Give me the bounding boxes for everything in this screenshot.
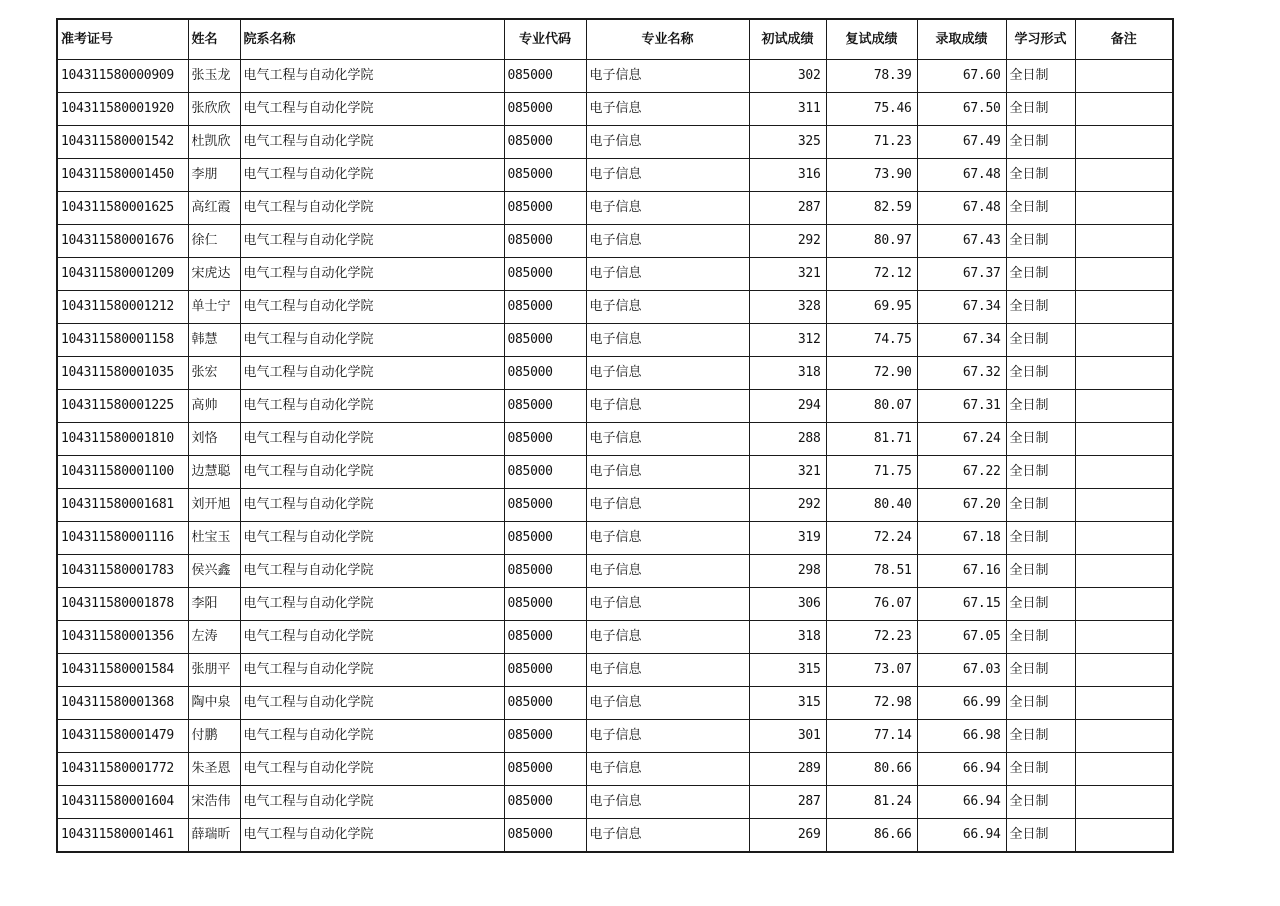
study-mode-cell: 全日制	[1006, 555, 1075, 588]
admission-score-cell: 67.50	[917, 93, 1006, 126]
name-cell: 陶中泉	[188, 687, 240, 720]
retest-score-cell: 81.24	[826, 786, 917, 819]
exam-id-cell: 104311580001584	[57, 654, 188, 687]
remarks-cell	[1075, 654, 1173, 687]
department-cell: 电气工程与自动化学院	[240, 456, 504, 489]
initial-score-cell: 315	[749, 654, 826, 687]
retest-score-cell: 81.71	[826, 423, 917, 456]
major-code-cell: 085000	[504, 654, 586, 687]
department-cell: 电气工程与自动化学院	[240, 687, 504, 720]
exam-id-cell: 104311580001212	[57, 291, 188, 324]
name-cell: 侯兴鑫	[188, 555, 240, 588]
exam-id-cell: 104311580001681	[57, 489, 188, 522]
remarks-cell	[1075, 159, 1173, 192]
name-cell: 薛瑞昕	[188, 819, 240, 853]
remarks-cell	[1075, 93, 1173, 126]
initial-score-cell: 298	[749, 555, 826, 588]
retest-score-cell: 72.98	[826, 687, 917, 720]
exam-id-cell: 104311580001209	[57, 258, 188, 291]
retest-score-cell: 78.51	[826, 555, 917, 588]
remarks-cell	[1075, 687, 1173, 720]
table-row	[57, 588, 1173, 621]
major-name-cell: 电子信息	[586, 324, 749, 357]
name-cell: 高红霞	[188, 192, 240, 225]
header-department: 院系名称	[240, 19, 504, 60]
admission-score-cell: 66.99	[917, 687, 1006, 720]
major-name-cell: 电子信息	[586, 456, 749, 489]
name-cell: 朱圣恩	[188, 753, 240, 786]
initial-score-cell: 312	[749, 324, 826, 357]
admission-score-cell: 67.43	[917, 225, 1006, 258]
name-cell: 边慧聪	[188, 456, 240, 489]
study-mode-cell: 全日制	[1006, 753, 1075, 786]
major-name-cell: 电子信息	[586, 192, 749, 225]
exam-id-cell: 104311580001604	[57, 786, 188, 819]
major-code-cell: 085000	[504, 753, 586, 786]
department-cell: 电气工程与自动化学院	[240, 60, 504, 93]
major-code-cell: 085000	[504, 60, 586, 93]
admission-score-cell: 66.94	[917, 786, 1006, 819]
retest-score-cell: 74.75	[826, 324, 917, 357]
retest-score-cell: 72.90	[826, 357, 917, 390]
header-name: 姓名	[188, 19, 240, 60]
admission-score-cell: 67.15	[917, 588, 1006, 621]
major-name-cell: 电子信息	[586, 159, 749, 192]
study-mode-cell: 全日制	[1006, 126, 1075, 159]
major-name-cell: 电子信息	[586, 654, 749, 687]
study-mode-cell: 全日制	[1006, 489, 1075, 522]
major-name-cell: 电子信息	[586, 819, 749, 853]
major-name-cell: 电子信息	[586, 225, 749, 258]
major-name-cell: 电子信息	[586, 720, 749, 753]
retest-score-cell: 78.39	[826, 60, 917, 93]
exam-id-cell: 104311580001810	[57, 423, 188, 456]
initial-score-cell: 315	[749, 687, 826, 720]
study-mode-cell: 全日制	[1006, 423, 1075, 456]
major-name-cell: 电子信息	[586, 489, 749, 522]
department-cell: 电气工程与自动化学院	[240, 654, 504, 687]
table-row	[57, 621, 1173, 654]
exam-id-cell: 104311580001035	[57, 357, 188, 390]
major-name-cell: 电子信息	[586, 522, 749, 555]
department-cell: 电气工程与自动化学院	[240, 753, 504, 786]
major-code-cell: 085000	[504, 93, 586, 126]
header-initial-score: 初试成绩	[749, 19, 826, 60]
retest-score-cell: 69.95	[826, 291, 917, 324]
header-major-name: 专业名称	[586, 19, 749, 60]
initial-score-cell: 269	[749, 819, 826, 853]
study-mode-cell: 全日制	[1006, 786, 1075, 819]
department-cell: 电气工程与自动化学院	[240, 786, 504, 819]
major-name-cell: 电子信息	[586, 258, 749, 291]
remarks-cell	[1075, 423, 1173, 456]
admission-score-cell: 66.94	[917, 753, 1006, 786]
table-row	[57, 93, 1173, 126]
major-name-cell: 电子信息	[586, 687, 749, 720]
retest-score-cell: 77.14	[826, 720, 917, 753]
major-name-cell: 电子信息	[586, 753, 749, 786]
initial-score-cell: 318	[749, 621, 826, 654]
initial-score-cell: 319	[749, 522, 826, 555]
major-code-cell: 085000	[504, 720, 586, 753]
department-cell: 电气工程与自动化学院	[240, 720, 504, 753]
table-row	[57, 423, 1173, 456]
initial-score-cell: 311	[749, 93, 826, 126]
study-mode-cell: 全日制	[1006, 687, 1075, 720]
initial-score-cell: 301	[749, 720, 826, 753]
name-cell: 单士宁	[188, 291, 240, 324]
major-code-cell: 085000	[504, 258, 586, 291]
remarks-cell	[1075, 192, 1173, 225]
study-mode-cell: 全日制	[1006, 192, 1075, 225]
department-cell: 电气工程与自动化学院	[240, 93, 504, 126]
header-admission-score: 录取成绩	[917, 19, 1006, 60]
initial-score-cell: 318	[749, 357, 826, 390]
retest-score-cell: 80.40	[826, 489, 917, 522]
admission-score-cell: 67.24	[917, 423, 1006, 456]
retest-score-cell: 82.59	[826, 192, 917, 225]
admission-score-cell: 67.20	[917, 489, 1006, 522]
exam-id-cell: 104311580001772	[57, 753, 188, 786]
major-code-cell: 085000	[504, 357, 586, 390]
table-row	[57, 555, 1173, 588]
exam-id-cell: 104311580001100	[57, 456, 188, 489]
initial-score-cell: 325	[749, 126, 826, 159]
name-cell: 李阳	[188, 588, 240, 621]
exam-id-cell: 104311580001878	[57, 588, 188, 621]
major-code-cell: 085000	[504, 324, 586, 357]
name-cell: 徐仁	[188, 225, 240, 258]
table-row	[57, 258, 1173, 291]
name-cell: 张朋平	[188, 654, 240, 687]
department-cell: 电气工程与自动化学院	[240, 126, 504, 159]
major-name-cell: 电子信息	[586, 588, 749, 621]
table-row	[57, 126, 1173, 159]
major-code-cell: 085000	[504, 555, 586, 588]
name-cell: 刘恪	[188, 423, 240, 456]
retest-score-cell: 71.75	[826, 456, 917, 489]
study-mode-cell: 全日制	[1006, 456, 1075, 489]
major-code-cell: 085000	[504, 291, 586, 324]
department-cell: 电气工程与自动化学院	[240, 423, 504, 456]
major-name-cell: 电子信息	[586, 291, 749, 324]
exam-id-cell: 104311580001783	[57, 555, 188, 588]
name-cell: 韩慧	[188, 324, 240, 357]
major-name-cell: 电子信息	[586, 60, 749, 93]
admission-score-cell: 67.34	[917, 324, 1006, 357]
exam-id-cell: 104311580001158	[57, 324, 188, 357]
study-mode-cell: 全日制	[1006, 588, 1075, 621]
admission-score-cell: 67.49	[917, 126, 1006, 159]
department-cell: 电气工程与自动化学院	[240, 357, 504, 390]
table-row	[57, 753, 1173, 786]
exam-id-cell: 104311580001479	[57, 720, 188, 753]
major-code-cell: 085000	[504, 687, 586, 720]
table-row	[57, 324, 1173, 357]
department-cell: 电气工程与自动化学院	[240, 489, 504, 522]
header-retest-score: 复试成绩	[826, 19, 917, 60]
remarks-cell	[1075, 786, 1173, 819]
department-cell: 电气工程与自动化学院	[240, 225, 504, 258]
admission-score-cell: 67.34	[917, 291, 1006, 324]
study-mode-cell: 全日制	[1006, 357, 1075, 390]
major-code-cell: 085000	[504, 159, 586, 192]
table-body	[57, 60, 1173, 853]
name-cell: 宋浩伟	[188, 786, 240, 819]
exam-id-cell: 104311580001368	[57, 687, 188, 720]
table-row	[57, 654, 1173, 687]
study-mode-cell: 全日制	[1006, 654, 1075, 687]
remarks-cell	[1075, 720, 1173, 753]
department-cell: 电气工程与自动化学院	[240, 291, 504, 324]
admission-score-cell: 67.31	[917, 390, 1006, 423]
exam-id-cell: 104311580001116	[57, 522, 188, 555]
department-cell: 电气工程与自动化学院	[240, 192, 504, 225]
admission-score-cell: 67.48	[917, 159, 1006, 192]
header-study-mode: 学习形式	[1006, 19, 1075, 60]
table-row	[57, 786, 1173, 819]
remarks-cell	[1075, 126, 1173, 159]
retest-score-cell: 72.12	[826, 258, 917, 291]
table-row	[57, 225, 1173, 258]
retest-score-cell: 72.24	[826, 522, 917, 555]
exam-id-cell: 104311580001542	[57, 126, 188, 159]
exam-id-cell: 104311580001356	[57, 621, 188, 654]
remarks-cell	[1075, 621, 1173, 654]
department-cell: 电气工程与自动化学院	[240, 159, 504, 192]
admission-score-cell: 67.37	[917, 258, 1006, 291]
initial-score-cell: 328	[749, 291, 826, 324]
department-cell: 电气工程与自动化学院	[240, 258, 504, 291]
retest-score-cell: 75.46	[826, 93, 917, 126]
study-mode-cell: 全日制	[1006, 390, 1075, 423]
study-mode-cell: 全日制	[1006, 60, 1075, 93]
study-mode-cell: 全日制	[1006, 522, 1075, 555]
retest-score-cell: 76.07	[826, 588, 917, 621]
study-mode-cell: 全日制	[1006, 324, 1075, 357]
name-cell: 刘开旭	[188, 489, 240, 522]
table-row	[57, 192, 1173, 225]
table-row	[57, 60, 1173, 93]
retest-score-cell: 73.07	[826, 654, 917, 687]
table-row	[57, 489, 1173, 522]
study-mode-cell: 全日制	[1006, 159, 1075, 192]
header-exam-id: 准考证号	[57, 19, 188, 60]
remarks-cell	[1075, 588, 1173, 621]
remarks-cell	[1075, 258, 1173, 291]
department-cell: 电气工程与自动化学院	[240, 621, 504, 654]
major-code-cell: 085000	[504, 522, 586, 555]
name-cell: 左涛	[188, 621, 240, 654]
major-code-cell: 085000	[504, 390, 586, 423]
major-code-cell: 085000	[504, 225, 586, 258]
initial-score-cell: 288	[749, 423, 826, 456]
initial-score-cell: 292	[749, 489, 826, 522]
major-name-cell: 电子信息	[586, 93, 749, 126]
admission-score-cell: 67.16	[917, 555, 1006, 588]
major-code-cell: 085000	[504, 588, 586, 621]
admission-score-cell: 66.94	[917, 819, 1006, 853]
major-name-cell: 电子信息	[586, 357, 749, 390]
remarks-cell	[1075, 456, 1173, 489]
major-name-cell: 电子信息	[586, 423, 749, 456]
department-cell: 电气工程与自动化学院	[240, 390, 504, 423]
table-row	[57, 390, 1173, 423]
header-remarks: 备注	[1075, 19, 1173, 60]
exam-id-cell: 104311580001625	[57, 192, 188, 225]
major-code-cell: 085000	[504, 192, 586, 225]
major-code-cell: 085000	[504, 621, 586, 654]
retest-score-cell: 86.66	[826, 819, 917, 853]
name-cell: 宋虎达	[188, 258, 240, 291]
department-cell: 电气工程与自动化学院	[240, 819, 504, 853]
department-cell: 电气工程与自动化学院	[240, 588, 504, 621]
initial-score-cell: 294	[749, 390, 826, 423]
header-major-code: 专业代码	[504, 19, 586, 60]
table-row	[57, 291, 1173, 324]
table-row	[57, 357, 1173, 390]
department-cell: 电气工程与自动化学院	[240, 324, 504, 357]
study-mode-cell: 全日制	[1006, 225, 1075, 258]
major-code-cell: 085000	[504, 786, 586, 819]
department-cell: 电气工程与自动化学院	[240, 555, 504, 588]
remarks-cell	[1075, 60, 1173, 93]
exam-id-cell: 104311580001450	[57, 159, 188, 192]
major-code-cell: 085000	[504, 423, 586, 456]
study-mode-cell: 全日制	[1006, 819, 1075, 853]
remarks-cell	[1075, 324, 1173, 357]
study-mode-cell: 全日制	[1006, 720, 1075, 753]
exam-id-cell: 104311580000909	[57, 60, 188, 93]
table-row	[57, 456, 1173, 489]
major-code-cell: 085000	[504, 126, 586, 159]
major-name-cell: 电子信息	[586, 390, 749, 423]
initial-score-cell: 316	[749, 159, 826, 192]
table-row	[57, 720, 1173, 753]
remarks-cell	[1075, 753, 1173, 786]
remarks-cell	[1075, 357, 1173, 390]
name-cell: 杜凯欣	[188, 126, 240, 159]
major-name-cell: 电子信息	[586, 621, 749, 654]
remarks-cell	[1075, 489, 1173, 522]
initial-score-cell: 287	[749, 786, 826, 819]
retest-score-cell: 80.97	[826, 225, 917, 258]
admission-score-cell: 67.05	[917, 621, 1006, 654]
admission-score-cell: 66.98	[917, 720, 1006, 753]
retest-score-cell: 80.07	[826, 390, 917, 423]
table-row	[57, 522, 1173, 555]
table-row	[57, 687, 1173, 720]
major-code-cell: 085000	[504, 819, 586, 853]
major-name-cell: 电子信息	[586, 126, 749, 159]
retest-score-cell: 72.23	[826, 621, 917, 654]
remarks-cell	[1075, 390, 1173, 423]
initial-score-cell: 289	[749, 753, 826, 786]
admission-score-cell: 67.03	[917, 654, 1006, 687]
admission-score-cell: 67.18	[917, 522, 1006, 555]
remarks-cell	[1075, 522, 1173, 555]
major-name-cell: 电子信息	[586, 555, 749, 588]
name-cell: 付鹏	[188, 720, 240, 753]
retest-score-cell: 71.23	[826, 126, 917, 159]
remarks-cell	[1075, 819, 1173, 853]
study-mode-cell: 全日制	[1006, 291, 1075, 324]
retest-score-cell: 80.66	[826, 753, 917, 786]
remarks-cell	[1075, 555, 1173, 588]
admission-table	[56, 18, 1174, 853]
major-code-cell: 085000	[504, 489, 586, 522]
major-name-cell: 电子信息	[586, 786, 749, 819]
major-code-cell: 085000	[504, 456, 586, 489]
remarks-cell	[1075, 291, 1173, 324]
admission-list-sheet	[56, 18, 1172, 853]
name-cell: 高帅	[188, 390, 240, 423]
retest-score-cell: 73.90	[826, 159, 917, 192]
name-cell: 张欣欣	[188, 93, 240, 126]
initial-score-cell: 321	[749, 456, 826, 489]
study-mode-cell: 全日制	[1006, 621, 1075, 654]
admission-score-cell: 67.48	[917, 192, 1006, 225]
exam-id-cell: 104311580001225	[57, 390, 188, 423]
name-cell: 张宏	[188, 357, 240, 390]
name-cell: 杜宝玉	[188, 522, 240, 555]
department-cell: 电气工程与自动化学院	[240, 522, 504, 555]
study-mode-cell: 全日制	[1006, 93, 1075, 126]
exam-id-cell: 104311580001676	[57, 225, 188, 258]
exam-id-cell: 104311580001920	[57, 93, 188, 126]
exam-id-cell: 104311580001461	[57, 819, 188, 853]
remarks-cell	[1075, 225, 1173, 258]
study-mode-cell: 全日制	[1006, 258, 1075, 291]
admission-score-cell: 67.60	[917, 60, 1006, 93]
initial-score-cell: 321	[749, 258, 826, 291]
name-cell: 李朋	[188, 159, 240, 192]
admission-score-cell: 67.32	[917, 357, 1006, 390]
admission-score-cell: 67.22	[917, 456, 1006, 489]
initial-score-cell: 287	[749, 192, 826, 225]
initial-score-cell: 306	[749, 588, 826, 621]
table-row	[57, 819, 1173, 853]
name-cell: 张玉龙	[188, 60, 240, 93]
table-header-row	[57, 19, 1173, 60]
initial-score-cell: 302	[749, 60, 826, 93]
initial-score-cell: 292	[749, 225, 826, 258]
table-row	[57, 159, 1173, 192]
